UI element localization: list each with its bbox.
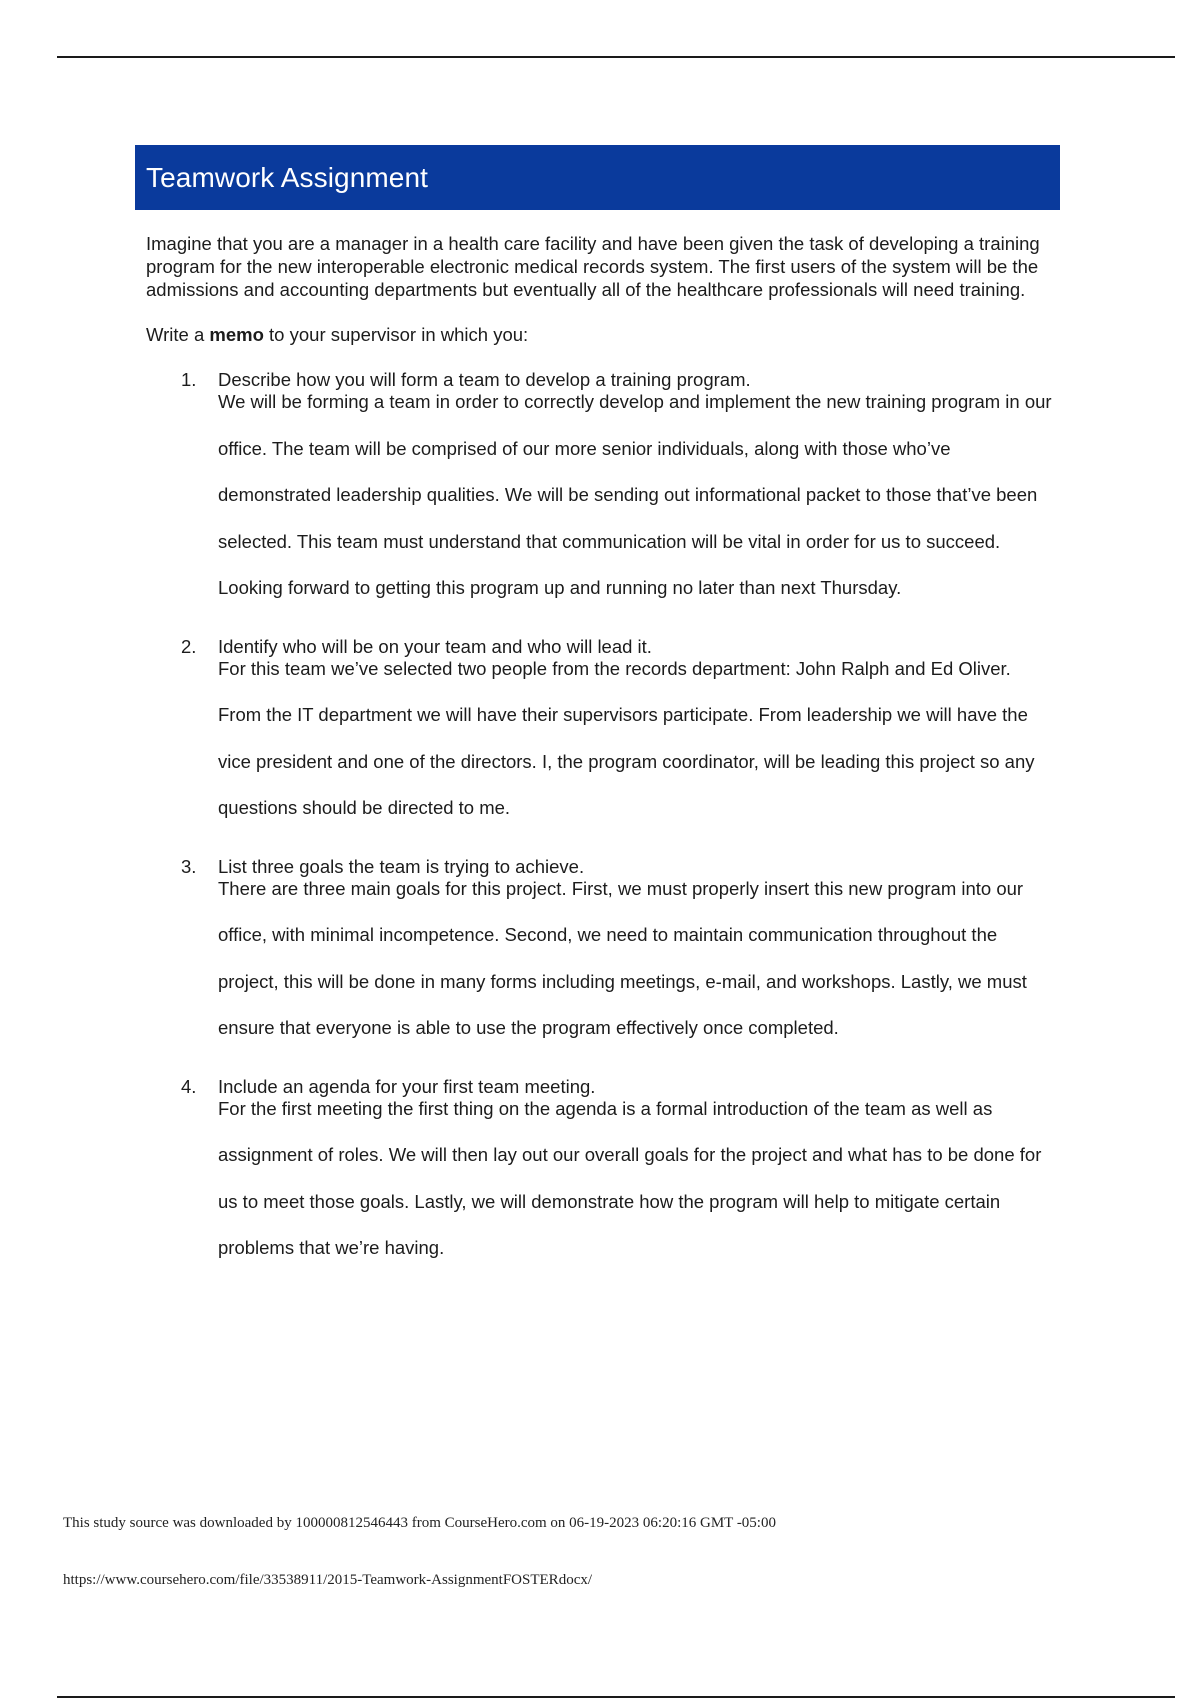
list-item	[146, 368, 1058, 612]
page-title: Teamwork Assignment	[146, 161, 429, 193]
task-text-after: to your supervisor in which you:	[263, 324, 529, 345]
task-instruction	[146, 323, 1058, 346]
list-item	[146, 635, 1058, 832]
item-number: 2.	[181, 635, 197, 657]
task-emphasis: memo	[209, 324, 264, 345]
task-text-before: Write a	[146, 324, 210, 345]
bottom-rule	[57, 1696, 1175, 1698]
download-note: This study source was downloaded by 100000812546443 from CourseHero.com on 06-19-2023 06:20:16 GMT -05:00	[63, 1515, 776, 1531]
item-prompt: Identify who will be on your team and who will lead it.	[218, 635, 652, 657]
item-answer: For the first meeting the first thing on the agenda is a formal introduction of the team as well as assignment of roles. We will then lay out our overall goals for the project and what has to be done for us to meet those goals. Lastly, we will demonstrate how the program will help to mitigate certain problems that we’re having.	[218, 1097, 1042, 1258]
item-number: 4.	[181, 1075, 197, 1097]
list-item	[146, 855, 1058, 1052]
item-answer: There are three main goals for this project. First, we must properly insert this new program into our office, with minimal incompetence. Second, we need to maintain communication throughout the project, this will be done in many forms including meetings, e-mail, and workshops. Lastly, we must ensure that everyone is able to use the program effectively once completed.	[218, 877, 1027, 1038]
source-url[interactable]: https://www.coursehero.com/file/33538911/2015-Teamwork-AssignmentFOSTERdocx/	[63, 1572, 593, 1588]
document-body	[146, 232, 1058, 1295]
question-list	[146, 368, 1058, 1272]
item-answer: We will be forming a team in order to correctly develop and implement the new training program in our office. The team will be comprised of our more senior individuals, along with those who’ve demonstrated leadership qualities. We will be sending out informational packet to those that’ve been selected. This team must understand that communication will be vital in order for us to succeed. Looking forward to getting this program up and running no later than next Thursday.	[218, 391, 1052, 598]
item-prompt: Include an agenda for your first team meeting.	[218, 1075, 596, 1097]
top-rule	[57, 56, 1175, 58]
item-answer: For this team we’ve selected two people from the records department: John Ralph and Ed Oliver. From the IT department we will have their supervisors participate. From leadership we will have the vice president and one of the directors. I, the program coordinator, will be leading this project so any questions should be directed to me.	[218, 657, 1035, 818]
item-prompt: Describe how you will form a team to develop a training program.	[218, 369, 751, 390]
item-prompt: List three goals the team is trying to achieve.	[218, 855, 585, 877]
item-number: 1.	[181, 369, 197, 390]
list-item	[146, 1075, 1058, 1272]
title-banner	[135, 145, 1060, 210]
intro-paragraph: Imagine that you are a manager in a health care facility and have been given the task of developing a training program for the new interoperable electronic medical records system. The first users of the system will be the admissions and accounting departments but eventually all of the healthcare professionals will need training.	[146, 233, 1040, 300]
item-number: 3.	[181, 855, 197, 877]
